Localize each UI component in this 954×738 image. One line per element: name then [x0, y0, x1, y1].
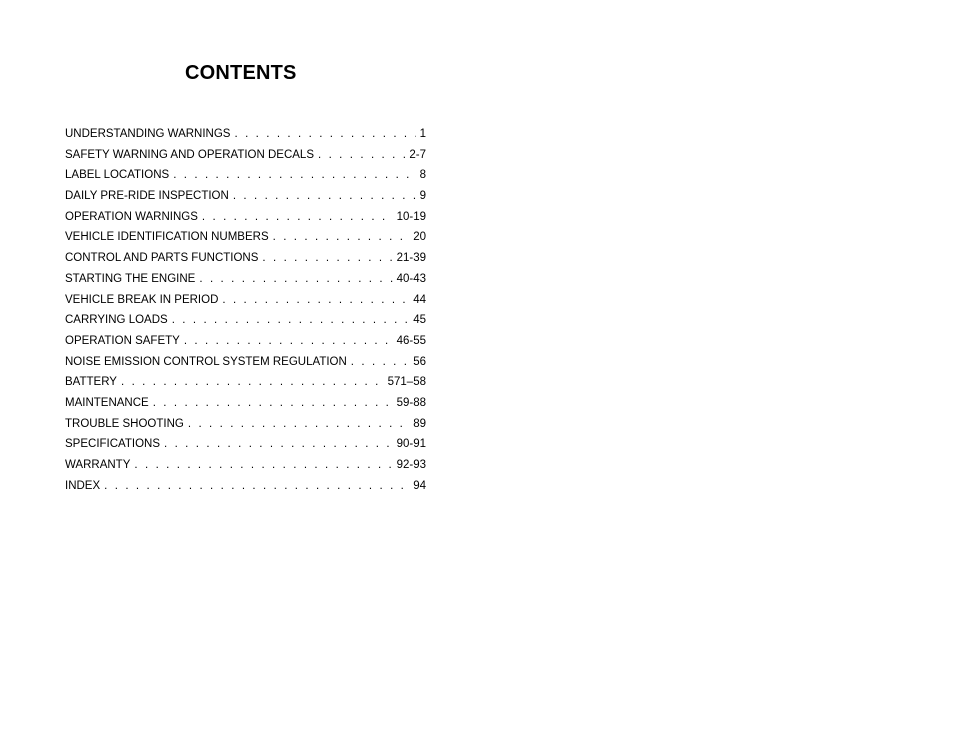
- toc-entry-title: INDEX: [65, 479, 101, 492]
- toc-entry: [65, 310, 426, 331]
- dot-leader: [318, 145, 405, 166]
- dot-leader: [164, 434, 393, 455]
- toc-entry-page: 21-39: [396, 252, 426, 265]
- toc-entry-page: 44: [413, 293, 426, 306]
- toc-entry-page: 94: [413, 479, 426, 492]
- toc-entry-page: 90-91: [396, 438, 426, 451]
- toc-entry: [65, 414, 426, 435]
- toc-entry-title: LABEL LOCATIONS: [65, 169, 170, 182]
- dot-leader: [234, 124, 415, 145]
- toc-entry: [65, 372, 426, 393]
- toc-entry: [65, 290, 426, 311]
- dot-leader: [184, 331, 393, 352]
- toc-entry-title: DAILY PRE-RIDE INSPECTION: [65, 190, 229, 203]
- toc-entry-title: VEHICLE BREAK IN PERIOD: [65, 293, 219, 306]
- toc-entry-title: CARRYING LOADS: [65, 314, 168, 327]
- toc-entry-page: 56: [413, 355, 426, 368]
- dot-leader: [202, 207, 393, 228]
- toc-entry: [65, 186, 426, 207]
- toc-entry: [65, 476, 426, 497]
- dot-leader: [173, 165, 415, 186]
- toc-entry: [65, 434, 426, 455]
- toc-entry: [65, 269, 426, 290]
- toc-entry-page: 2-7: [409, 148, 426, 161]
- toc-entry: [65, 331, 426, 352]
- dot-leader: [121, 372, 384, 393]
- dot-leader: [134, 455, 392, 476]
- toc-entry-title: WARRANTY: [65, 459, 131, 471]
- toc-entry: [65, 248, 426, 269]
- toc-entry-page: 40-43: [396, 272, 426, 285]
- toc-entry-title: SPECIFICATIONS: [65, 438, 160, 451]
- toc-entry: [65, 145, 426, 166]
- table-of-contents: [65, 124, 426, 496]
- dot-leader: [153, 393, 393, 414]
- toc-entry-title: VEHICLE IDENTIFICATION NUMBERS: [65, 231, 269, 244]
- dot-leader: [104, 476, 409, 497]
- dot-leader: [222, 290, 409, 311]
- dot-leader: [233, 186, 416, 207]
- dot-leader: [262, 248, 392, 269]
- toc-entry-title: OPERATION WARNINGS: [65, 210, 198, 223]
- dot-leader: [199, 269, 392, 290]
- toc-entry-page: 59-88: [396, 396, 426, 409]
- toc-entry: [65, 455, 426, 476]
- toc-entry: [65, 352, 426, 373]
- toc-entry-title: UNDERSTANDING WARNINGS: [65, 128, 231, 140]
- toc-entry-title: TROUBLE SHOOTING: [65, 417, 184, 430]
- toc-entry-title: BATTERY: [65, 376, 117, 389]
- dot-leader: [172, 310, 410, 331]
- dot-leader: [351, 352, 409, 373]
- toc-entry-title: CONTROL AND PARTS FUNCTIONS: [65, 252, 259, 265]
- toc-entry-page: 8: [419, 169, 426, 182]
- dot-leader: [273, 227, 410, 248]
- toc-entry: [65, 227, 426, 248]
- toc-entry: [65, 393, 426, 414]
- toc-entry-page: 92-93: [396, 459, 426, 471]
- toc-entry-title: STARTING THE ENGINE: [65, 272, 196, 285]
- toc-entry-page: 9: [419, 190, 426, 203]
- toc-entry-page: 45: [413, 314, 426, 327]
- toc-entry: [65, 207, 426, 228]
- toc-entry-page: 89: [413, 417, 426, 430]
- toc-entry-page: 46-55: [396, 334, 426, 347]
- toc-entry-page: 571–58: [387, 376, 426, 389]
- toc-entry-page: 10-19: [396, 210, 426, 223]
- toc-entry-title: NOISE EMISSION CONTROL SYSTEM REGULATION: [65, 355, 347, 368]
- toc-entry-title: OPERATION SAFETY: [65, 334, 180, 347]
- toc-entry-title: MAINTENANCE: [65, 396, 149, 409]
- page-title: CONTENTS: [185, 62, 297, 84]
- dot-leader: [188, 414, 409, 435]
- toc-entry: [65, 165, 426, 186]
- toc-entry-title: SAFETY WARNING AND OPERATION DECALS: [65, 148, 314, 161]
- toc-entry-page: 1: [419, 128, 426, 140]
- toc-entry-page: 20: [413, 231, 426, 244]
- toc-entry: [65, 124, 426, 145]
